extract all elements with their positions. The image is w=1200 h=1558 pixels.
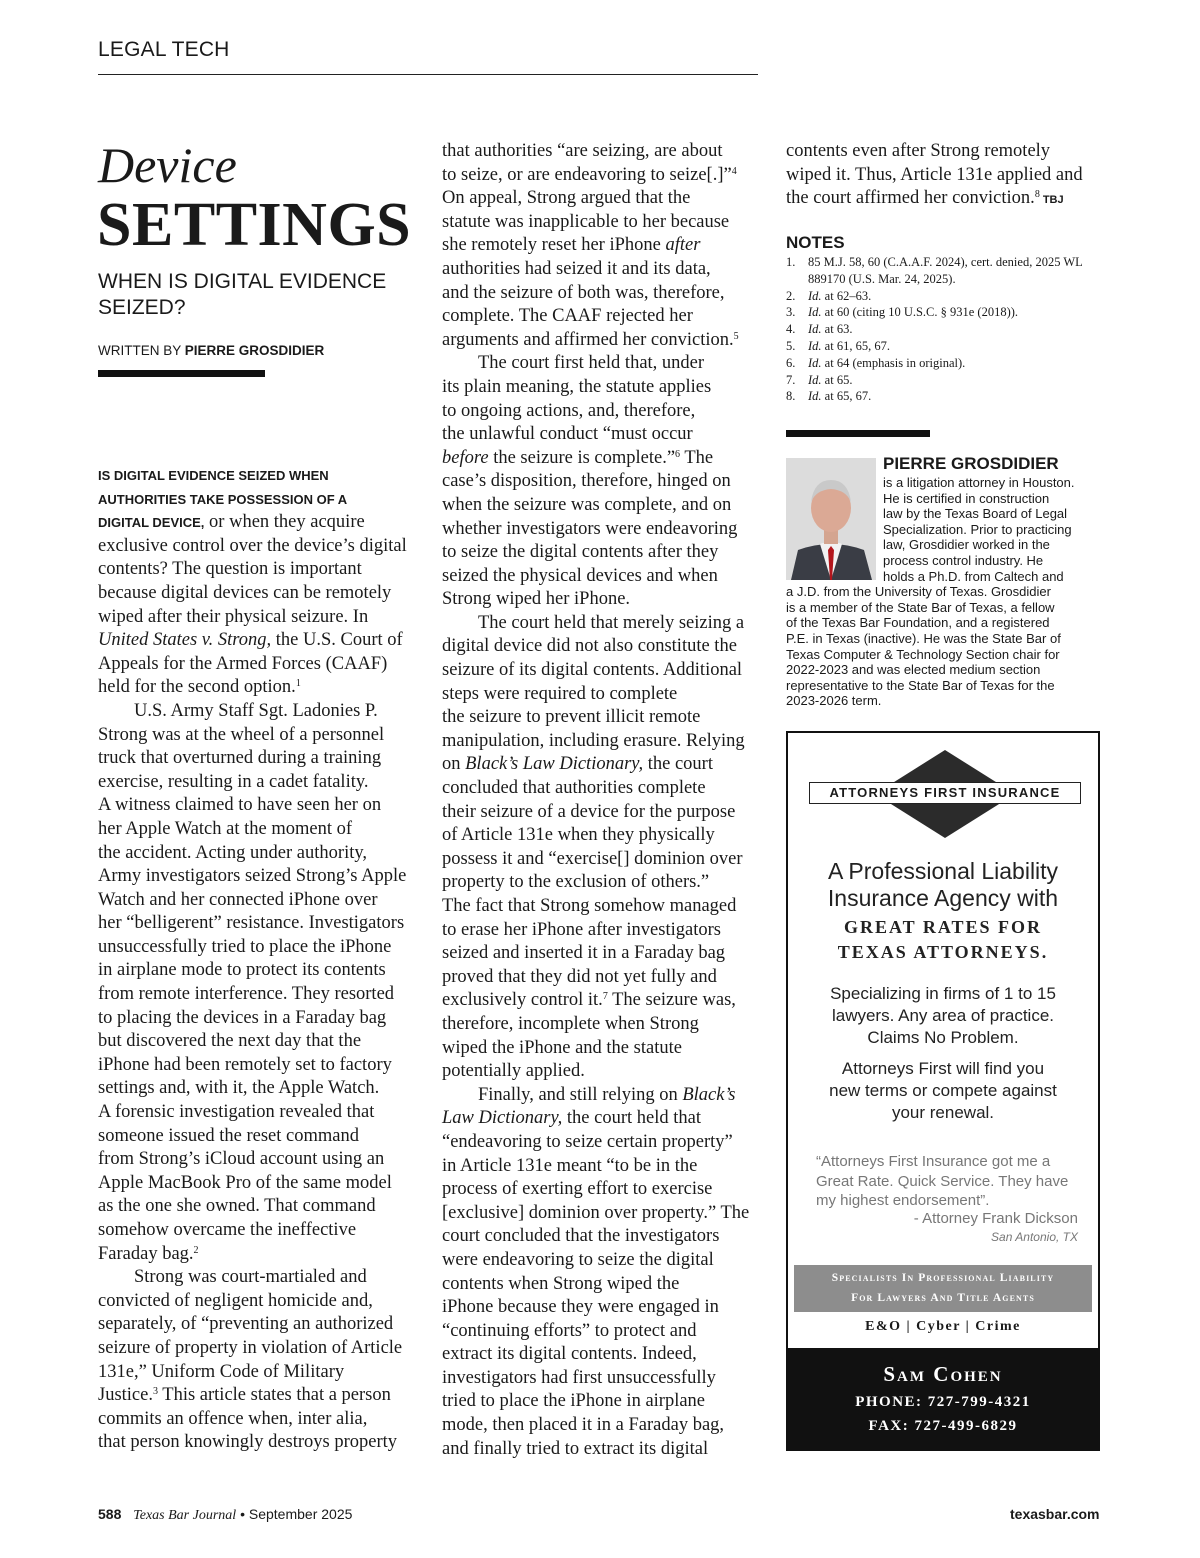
text-line: were endeavoring to seize the digital bbox=[442, 1249, 714, 1270]
bio-line: of the Texas Bar Foundation, and a registered bbox=[786, 615, 1050, 631]
text-line: in airplane mode to protect its contents bbox=[98, 960, 386, 981]
text-line: The court first held that, under bbox=[478, 353, 705, 374]
text-line: Finally, and still relying on Black’s bbox=[478, 1084, 736, 1105]
text-line: authorities had seized it and its data, bbox=[442, 258, 711, 279]
note-item bbox=[786, 372, 1106, 389]
page-number: 588 bbox=[98, 1506, 122, 1522]
text-line: to placing the devices in a Faraday bag bbox=[98, 1007, 387, 1028]
text-line: concluded that authorities complete bbox=[442, 778, 706, 799]
note-item bbox=[786, 304, 1106, 321]
text-line: seized and inserted it in a Faraday bag bbox=[442, 943, 726, 964]
text-line: The court held that merely seizing a bbox=[478, 612, 745, 633]
text-line: on Black’s Law Dictionary, the court bbox=[442, 754, 713, 775]
note-text: Id. at 65, 67. bbox=[808, 389, 872, 404]
text-line: Appeals for the Armed Forces (CAAF) bbox=[98, 653, 388, 674]
text-line: mode, then placed it in a Faraday bag, bbox=[442, 1415, 725, 1436]
lead-line-mixed bbox=[98, 511, 407, 535]
column-1-lines bbox=[98, 535, 407, 1455]
bio-text bbox=[786, 475, 1106, 709]
text-line: their seizure of a device for the purpose bbox=[442, 801, 736, 822]
text-line: court concluded that the investigators bbox=[442, 1226, 720, 1247]
text-line: On appeal, Strong argued that the bbox=[442, 188, 691, 209]
end-mark: TBJ bbox=[1042, 194, 1064, 207]
bio-accent-bar bbox=[786, 430, 930, 437]
article-column-3 bbox=[786, 140, 1083, 211]
text-line: Strong wiped her iPhone. bbox=[442, 589, 631, 610]
ad-phone[interactable]: PHONE: 727-799-4321 bbox=[855, 1394, 1031, 1410]
text-line: settings and, with it, the Apple Watch. bbox=[98, 1078, 380, 1099]
byline-prefix: WRITTEN BY bbox=[98, 343, 185, 358]
ad-find-line: new terms or compete against bbox=[829, 1081, 1057, 1100]
note-item bbox=[786, 288, 1106, 305]
text-line: wiped it. Thus, Article 131e applied and bbox=[786, 164, 1083, 185]
header-rule bbox=[98, 74, 758, 75]
section-label: LEGAL TECH bbox=[98, 38, 230, 61]
note-number: 7. bbox=[786, 372, 796, 387]
article-title-device: Device bbox=[98, 137, 237, 193]
text-line: manipulation, including erasure. Relying bbox=[442, 730, 745, 751]
text-line: exclusively control it.$^7$ The seizure was, bbox=[442, 990, 736, 1011]
note-text: Id. at 64 (emphasis in original). bbox=[808, 355, 966, 370]
ad-services: E&O | Cyber | Crime bbox=[865, 1319, 1021, 1334]
bio-line: He is certified in construction bbox=[883, 490, 1050, 506]
text-line: that person knowingly destroys property bbox=[98, 1432, 398, 1453]
ad-headline-bold-line: TEXAS ATTORNEYS. bbox=[837, 942, 1049, 962]
text-line: wiped after their physical seizure. In bbox=[98, 606, 369, 627]
text-line: in Article 131e meant “to be in the bbox=[442, 1155, 698, 1176]
bio-line: process control industry. He bbox=[883, 552, 1044, 568]
text-line: proved that they did not yet fully and bbox=[442, 966, 717, 987]
text-line: and the seizure of both was, therefore, bbox=[442, 282, 725, 303]
text-line: to seize, or are endeavoring to seize[.]”$^4$ bbox=[442, 164, 737, 185]
text-line: contents? The question is important bbox=[98, 559, 362, 580]
title-accent-bar bbox=[98, 370, 265, 377]
note-number: 8. bbox=[786, 389, 796, 404]
ad-headline-bold bbox=[792, 915, 1094, 965]
text-line: before the seizure is complete.”$^6$ The bbox=[442, 447, 714, 468]
text-line: Faraday bag.$^2$ bbox=[98, 1243, 199, 1264]
text-line: [exclusive] dominion over property.” The bbox=[442, 1202, 750, 1223]
note-text: Id. at 60 (citing 10 U.S.C. § 931e (2018)). bbox=[808, 305, 1019, 320]
text-line: held for the second option.$^1$ bbox=[98, 677, 301, 698]
ad-testimonial-author: - Attorney Frank Dickson bbox=[913, 1210, 1078, 1227]
text-line: potentially applied. bbox=[442, 1061, 585, 1082]
text-line: case’s disposition, therefore, hinged on bbox=[442, 471, 731, 492]
text-line: contents even after Strong remotely bbox=[786, 141, 1051, 161]
text-line: iPhone had been remotely set to factory bbox=[98, 1054, 392, 1075]
text-line: the court affirmed her conviction.$^8$ TBJ bbox=[786, 188, 1064, 209]
bio-line: is a litigation attorney in Houston. bbox=[883, 475, 1075, 490]
note-number: 1. bbox=[786, 255, 796, 269]
text-line: truck that overturned during a training bbox=[98, 748, 382, 769]
bio-line: a J.D. from the University of Texas. Grosdidier bbox=[786, 584, 1051, 600]
text-line: to seize the digital contents after they bbox=[442, 542, 719, 563]
text-line: “continuing efforts” to protect and bbox=[442, 1320, 697, 1341]
text-line: Justice.$^3$ This article states that a person bbox=[98, 1385, 391, 1406]
text-line: that authorities “are seizing, are about bbox=[442, 141, 723, 161]
column-2-lines bbox=[442, 140, 749, 1461]
note-text: Id. at 65. bbox=[808, 372, 853, 387]
text-line: steps were required to complete bbox=[442, 683, 678, 704]
ad-specialists-banner bbox=[794, 1265, 1092, 1312]
bio-line: representative to the State Bar of Texas for the bbox=[786, 677, 1055, 693]
article-column-1 bbox=[98, 464, 407, 1455]
text-line: whether investigators were endeavoring bbox=[442, 518, 738, 539]
bio-line: Texas Computer & Technology Section chair for bbox=[786, 646, 1060, 662]
text-line: the accident. Acting under authority, bbox=[98, 842, 368, 863]
note-item bbox=[786, 338, 1106, 355]
text-line: seized the physical devices and when bbox=[442, 565, 718, 586]
text-line: her “belligerent” resistance. Investigators bbox=[98, 913, 405, 934]
notes-list bbox=[786, 254, 1106, 405]
bio-line: P.E. in Texas (inactive). He was the State Bar of bbox=[786, 630, 1061, 646]
ad-testimonial: “Attorneys First Insurance got me a Great Rate. Quick Service. They have my highest endorsement”. bbox=[816, 1153, 1069, 1209]
ad-brand-name: ATTORNEYS FIRST INSURANCE bbox=[809, 782, 1081, 804]
journal-name: Texas Bar Journal bbox=[133, 1508, 237, 1523]
ad-find-line: your renewal. bbox=[891, 1103, 995, 1122]
text-line: separately, of “preventing an authorized bbox=[98, 1314, 394, 1335]
note-item bbox=[786, 321, 1106, 338]
text-line: investigators had first unsuccessfully bbox=[442, 1367, 716, 1388]
lead-line: AUTHORITIES TAKE POSSESSION OF A bbox=[98, 491, 348, 507]
bio-name: PIERRE GROSDIDIER bbox=[883, 454, 1059, 473]
text-line: its plain meaning, the statute applies bbox=[442, 376, 712, 397]
text-line: commits an offence when, inter alia, bbox=[98, 1408, 368, 1429]
text-line: exercise, resulting in a cadet fatality. bbox=[98, 771, 369, 792]
text-line: Law Dictionary, the court held that bbox=[442, 1108, 701, 1129]
column-3-lines bbox=[786, 140, 1083, 211]
text-line: possess it and “exercise[] dominion over bbox=[442, 848, 743, 869]
text-line: A witness claimed to have seen her on bbox=[98, 795, 382, 816]
text-line: seizure of its digital contents. Additional bbox=[442, 660, 743, 681]
note-item bbox=[786, 388, 1106, 405]
bio-line: Specialization. Prior to practicing bbox=[883, 521, 1072, 537]
bio-line: holds a Ph.D. from Caltech and bbox=[883, 568, 1064, 584]
text-line: of Article 131e when they physically bbox=[442, 825, 715, 846]
text-line: A forensic investigation revealed that bbox=[98, 1102, 375, 1123]
note-text: Id. at 62–63. bbox=[808, 288, 872, 303]
ad-specializing bbox=[792, 983, 1094, 1049]
text-line: Watch and her connected iPhone over bbox=[98, 889, 378, 910]
text-line: U.S. Army Staff Sgt. Ladonies P. bbox=[134, 700, 378, 721]
bio-line: law by the Texas Board of Legal bbox=[883, 506, 1068, 522]
text-line: to erase her iPhone after investigators bbox=[442, 919, 721, 940]
article-subtitle: WHEN IS DIGITAL EVIDENCE SEIZED? bbox=[98, 270, 387, 319]
text-line: process of exerting effort to exercise bbox=[442, 1179, 713, 1200]
ad-testimonial-city: San Antonio, TX bbox=[991, 1230, 1078, 1244]
text-line: complete. The CAAF rejected her bbox=[442, 306, 693, 327]
text-line: unsuccessfully tried to place the iPhone bbox=[98, 936, 392, 957]
byline bbox=[98, 343, 324, 358]
text-line: property to the exclusion of others.” bbox=[442, 872, 710, 893]
text-line: extract its digital contents. Indeed, bbox=[442, 1344, 697, 1365]
note-item bbox=[786, 254, 1106, 288]
lead-line: DIGITAL DEVICE, bbox=[98, 515, 205, 531]
article-column-2 bbox=[442, 140, 749, 1461]
text-line: convicted of negligent homicide and, bbox=[98, 1290, 373, 1311]
ad-specializing-line: lawyers. Any area of practice. bbox=[831, 1006, 1055, 1025]
footer-website-link[interactable]: texasbar.com bbox=[1010, 1506, 1100, 1522]
text-line: seizure of property in violation of Article bbox=[98, 1337, 403, 1358]
text-line: arguments and affirmed her conviction.$^5$ bbox=[442, 329, 739, 350]
article-title-settings: SETTINGS bbox=[97, 191, 412, 259]
ad-headline-line: Insurance Agency with bbox=[827, 885, 1059, 911]
text-line: exclusive control over the device’s digital bbox=[98, 535, 407, 556]
text-line: United States v. Strong, the U.S. Court of bbox=[98, 630, 403, 651]
ad-find-line: Attorneys First will find you bbox=[841, 1059, 1045, 1078]
text-line: tried to place the iPhone in airplane bbox=[442, 1391, 706, 1412]
footer-separator: • bbox=[240, 1506, 245, 1522]
text-line: Strong was court-martialed and bbox=[134, 1267, 367, 1288]
ad-contact-block bbox=[788, 1348, 1098, 1449]
text-line: when the seizure was complete, and on bbox=[442, 494, 732, 515]
text-line: digital device did not also constitute the bbox=[442, 636, 737, 657]
note-number: 6. bbox=[786, 355, 796, 370]
text-line: iPhone because they were engaged in bbox=[442, 1297, 719, 1318]
ad-headline-line: A Professional Liability bbox=[827, 858, 1059, 884]
text-line: as the one she owned. That command bbox=[98, 1196, 376, 1217]
lead-line: IS DIGITAL EVIDENCE SEIZED WHEN bbox=[98, 468, 329, 483]
lead-rest: or when they acquire bbox=[204, 512, 365, 533]
text-line: from remote interference. They resorted bbox=[98, 984, 395, 1005]
text-line: statute was inapplicable to her because bbox=[442, 211, 730, 232]
note-text: Id. at 61, 65, 67. bbox=[808, 338, 890, 353]
text-line: she remotely reset her iPhone after bbox=[442, 235, 701, 256]
text-line: because digital devices can be remotely bbox=[98, 582, 392, 603]
note-number: 3. bbox=[786, 305, 796, 320]
bio-line: 2023-2026 term. bbox=[786, 693, 882, 709]
text-line: Apple MacBook Pro of the same model bbox=[98, 1172, 392, 1193]
ad-headline bbox=[792, 858, 1094, 912]
text-line: The fact that Strong somehow managed bbox=[442, 896, 737, 916]
note-text: Id. at 63. bbox=[808, 322, 853, 337]
note-number: 4. bbox=[786, 322, 796, 337]
text-line: her Apple Watch at the moment of bbox=[98, 818, 353, 839]
ad-headline-bold-line: GREAT RATES FOR bbox=[843, 917, 1043, 937]
footer-page-info bbox=[98, 1506, 352, 1524]
text-line: the unlawful conduct “must occur bbox=[442, 424, 693, 445]
text-line: somehow overcame the ineffective bbox=[98, 1220, 357, 1240]
note-text: 85 M.J. 58, 60 (C.A.A.F. 2024), cert. denied, 2025 WL 889170 (U.S. Mar. 24, 2025). bbox=[808, 255, 1083, 286]
issue-date: September 2025 bbox=[248, 1506, 353, 1522]
text-line: the seizure to prevent illicit remote bbox=[442, 707, 701, 728]
text-line: and finally tried to extract its digital bbox=[442, 1438, 709, 1459]
text-line: Strong was at the wheel of a personnel bbox=[98, 724, 385, 745]
text-line: to ongoing actions, and, therefore, bbox=[442, 400, 696, 421]
ad-specializing-line: Claims No Problem. bbox=[867, 1028, 1019, 1047]
text-line: Army investigators seized Strong’s Apple bbox=[98, 866, 407, 887]
ad-specialists-line: Specialists In Professional Liability bbox=[831, 1272, 1055, 1284]
bio-line: is a member of the State Bar of Texas, a fellow bbox=[786, 599, 1055, 615]
ad-specializing-line: Specializing in firms of 1 to 15 bbox=[830, 984, 1056, 1003]
text-line: therefore, incomplete when Strong bbox=[442, 1013, 699, 1034]
note-number: 5. bbox=[786, 338, 796, 353]
text-line: 131e,” Uniform Code of Military bbox=[98, 1361, 345, 1382]
text-line: but discovered the next day that the bbox=[98, 1031, 362, 1052]
bio-line: law, Grosdidier worked in the bbox=[883, 537, 1050, 553]
ad-contact-name: Sam Cohen bbox=[883, 1362, 1003, 1386]
ad-specialists-line: For Lawyers And Title Agents bbox=[851, 1292, 1035, 1304]
note-item bbox=[786, 355, 1106, 372]
text-line: “endeavoring to seize certain property” bbox=[442, 1131, 733, 1152]
text-line: from Strong’s iCloud account using an bbox=[98, 1149, 385, 1170]
byline-author: PIERRE GROSDIDIER bbox=[184, 343, 325, 358]
ad-fax: FAX: 727-499-6829 bbox=[868, 1418, 1018, 1434]
text-line: wiped the iPhone and the statute bbox=[442, 1037, 682, 1058]
text-line: contents when Strong wiped the bbox=[442, 1273, 680, 1294]
note-number: 2. bbox=[786, 288, 796, 303]
notes-heading: NOTES bbox=[786, 233, 845, 252]
ad-find-terms bbox=[792, 1058, 1094, 1124]
bio-line: 2022-2023 and was elected medium section bbox=[786, 662, 1041, 678]
text-line: someone issued the reset command bbox=[98, 1125, 359, 1146]
